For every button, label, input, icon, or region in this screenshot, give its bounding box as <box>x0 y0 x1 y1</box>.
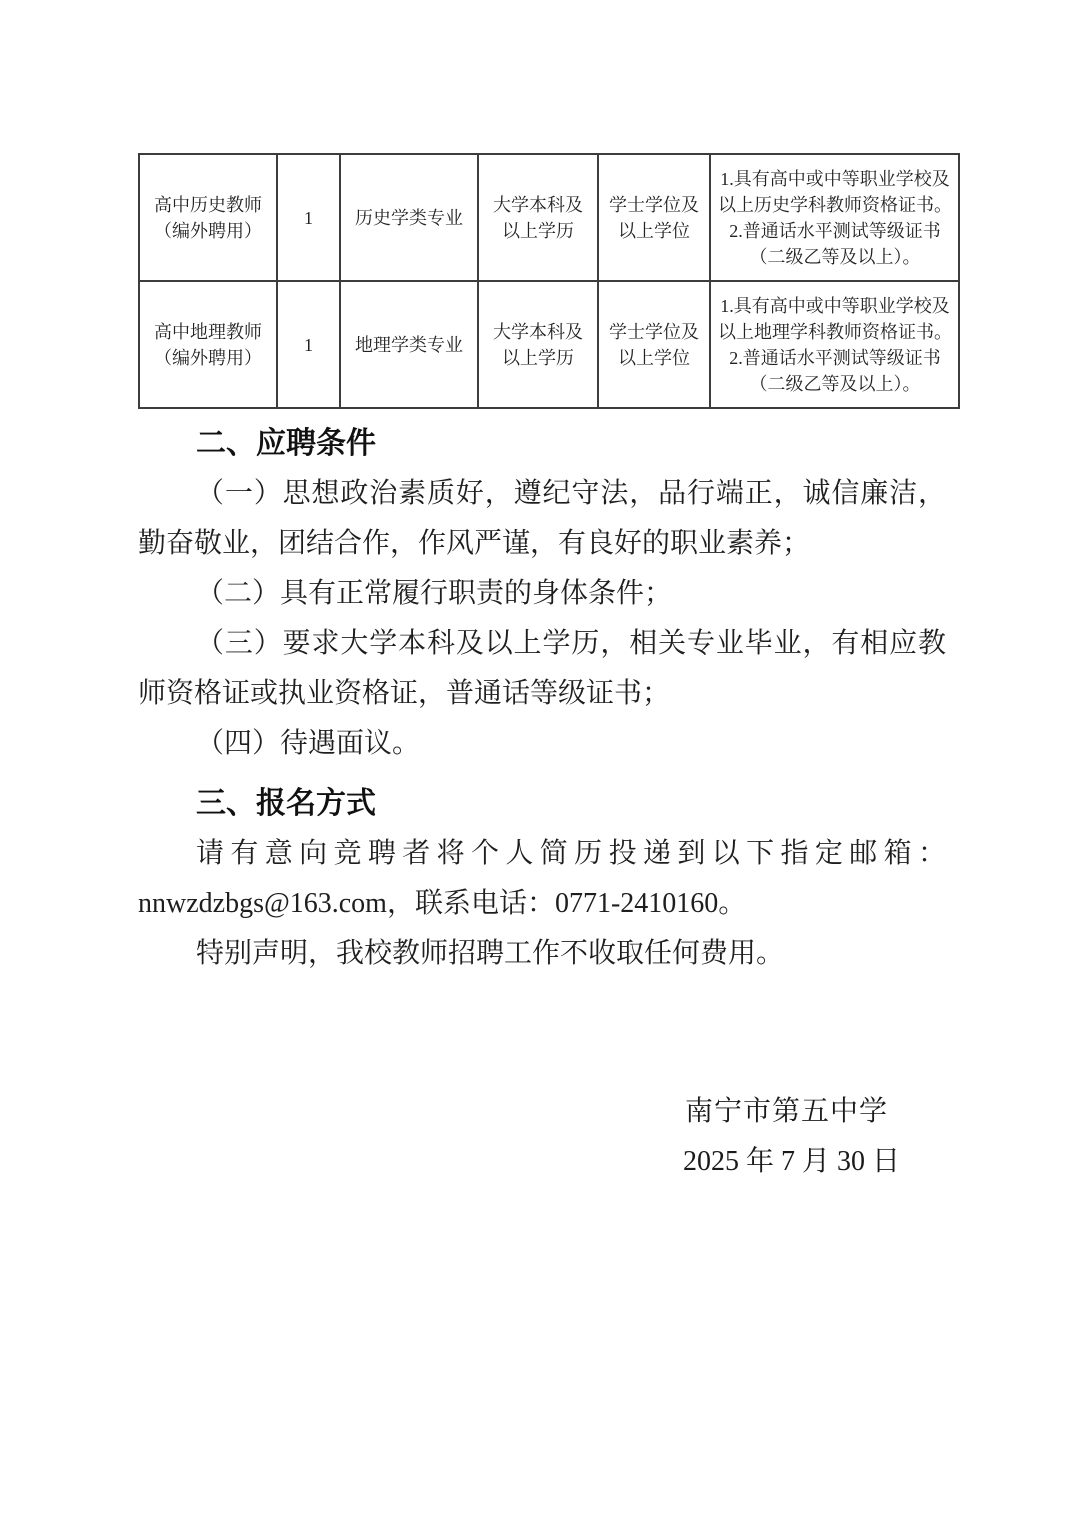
cell-requirements <box>710 281 959 408</box>
cell-major: 历史学类专业 <box>340 154 478 281</box>
condition-item-4: （四）待遇面议。 <box>196 728 421 759</box>
signature-date: 2025 年 7 月 30 日 <box>682 1146 900 1177</box>
cell-position: 高中历史教师（编外聘用） <box>139 154 277 281</box>
cell-major: 地理学类专业 <box>340 281 478 408</box>
cell-education: 大学本科及以上学历 <box>478 154 598 281</box>
cell-quota: 1 <box>277 281 340 408</box>
table-row-geography-teacher <box>139 281 959 408</box>
requirement-item: 1.具有高中或中等职业学校及以上地理学科教师资格证书。 <box>718 295 952 342</box>
cell-degree: 学士学位及以上学位 <box>598 154 710 281</box>
requirement-item: 1.具有高中或中等职业学校及以上历史学科教师资格证书。 <box>718 168 952 215</box>
table-row-history-teacher <box>139 154 959 281</box>
section-heading-conditions: 二、应聘条件 <box>196 427 376 460</box>
signature-block <box>138 1087 958 1187</box>
cell-degree: 学士学位及以上学位 <box>598 281 710 408</box>
condition-item-2: （二）具有正常履行职责的身体条件； <box>196 578 673 609</box>
signature-organization: 南宁市第五中学 <box>684 1096 888 1127</box>
cell-requirements <box>710 154 959 281</box>
cell-position: 高中地理教师（编外聘用） <box>139 281 277 408</box>
cell-quota: 1 <box>277 154 340 281</box>
application-paragraph-contact: 请有意向竞聘者将个人简历投递到以下指定邮箱：nnwzdzbgs@163.com，联系电话：0771-2410160。 <box>138 838 946 919</box>
application-paragraph-disclaimer: 特别声明，我校教师招聘工作不收取任何费用。 <box>196 938 785 969</box>
section-heading-application: 三、报名方式 <box>196 787 376 820</box>
job-table <box>138 153 960 409</box>
requirement-item: 2.普通话水平测试等级证书（二级乙等及以上）。 <box>729 347 941 394</box>
requirement-item: 2.普通话水平测试等级证书（二级乙等及以上）。 <box>729 220 941 267</box>
condition-item-1: （一）思想政治素质好，遵纪守法，品行端正，诚信廉洁，勤奋敬业，团结合作，作风严谨，有良好的职业素养； <box>138 478 946 559</box>
condition-item-3: （三）要求大学本科及以上学历，相关专业毕业，有相应教师资格证或执业资格证，普通话等级证书； <box>138 628 946 709</box>
cell-education: 大学本科及以上学历 <box>478 281 598 408</box>
